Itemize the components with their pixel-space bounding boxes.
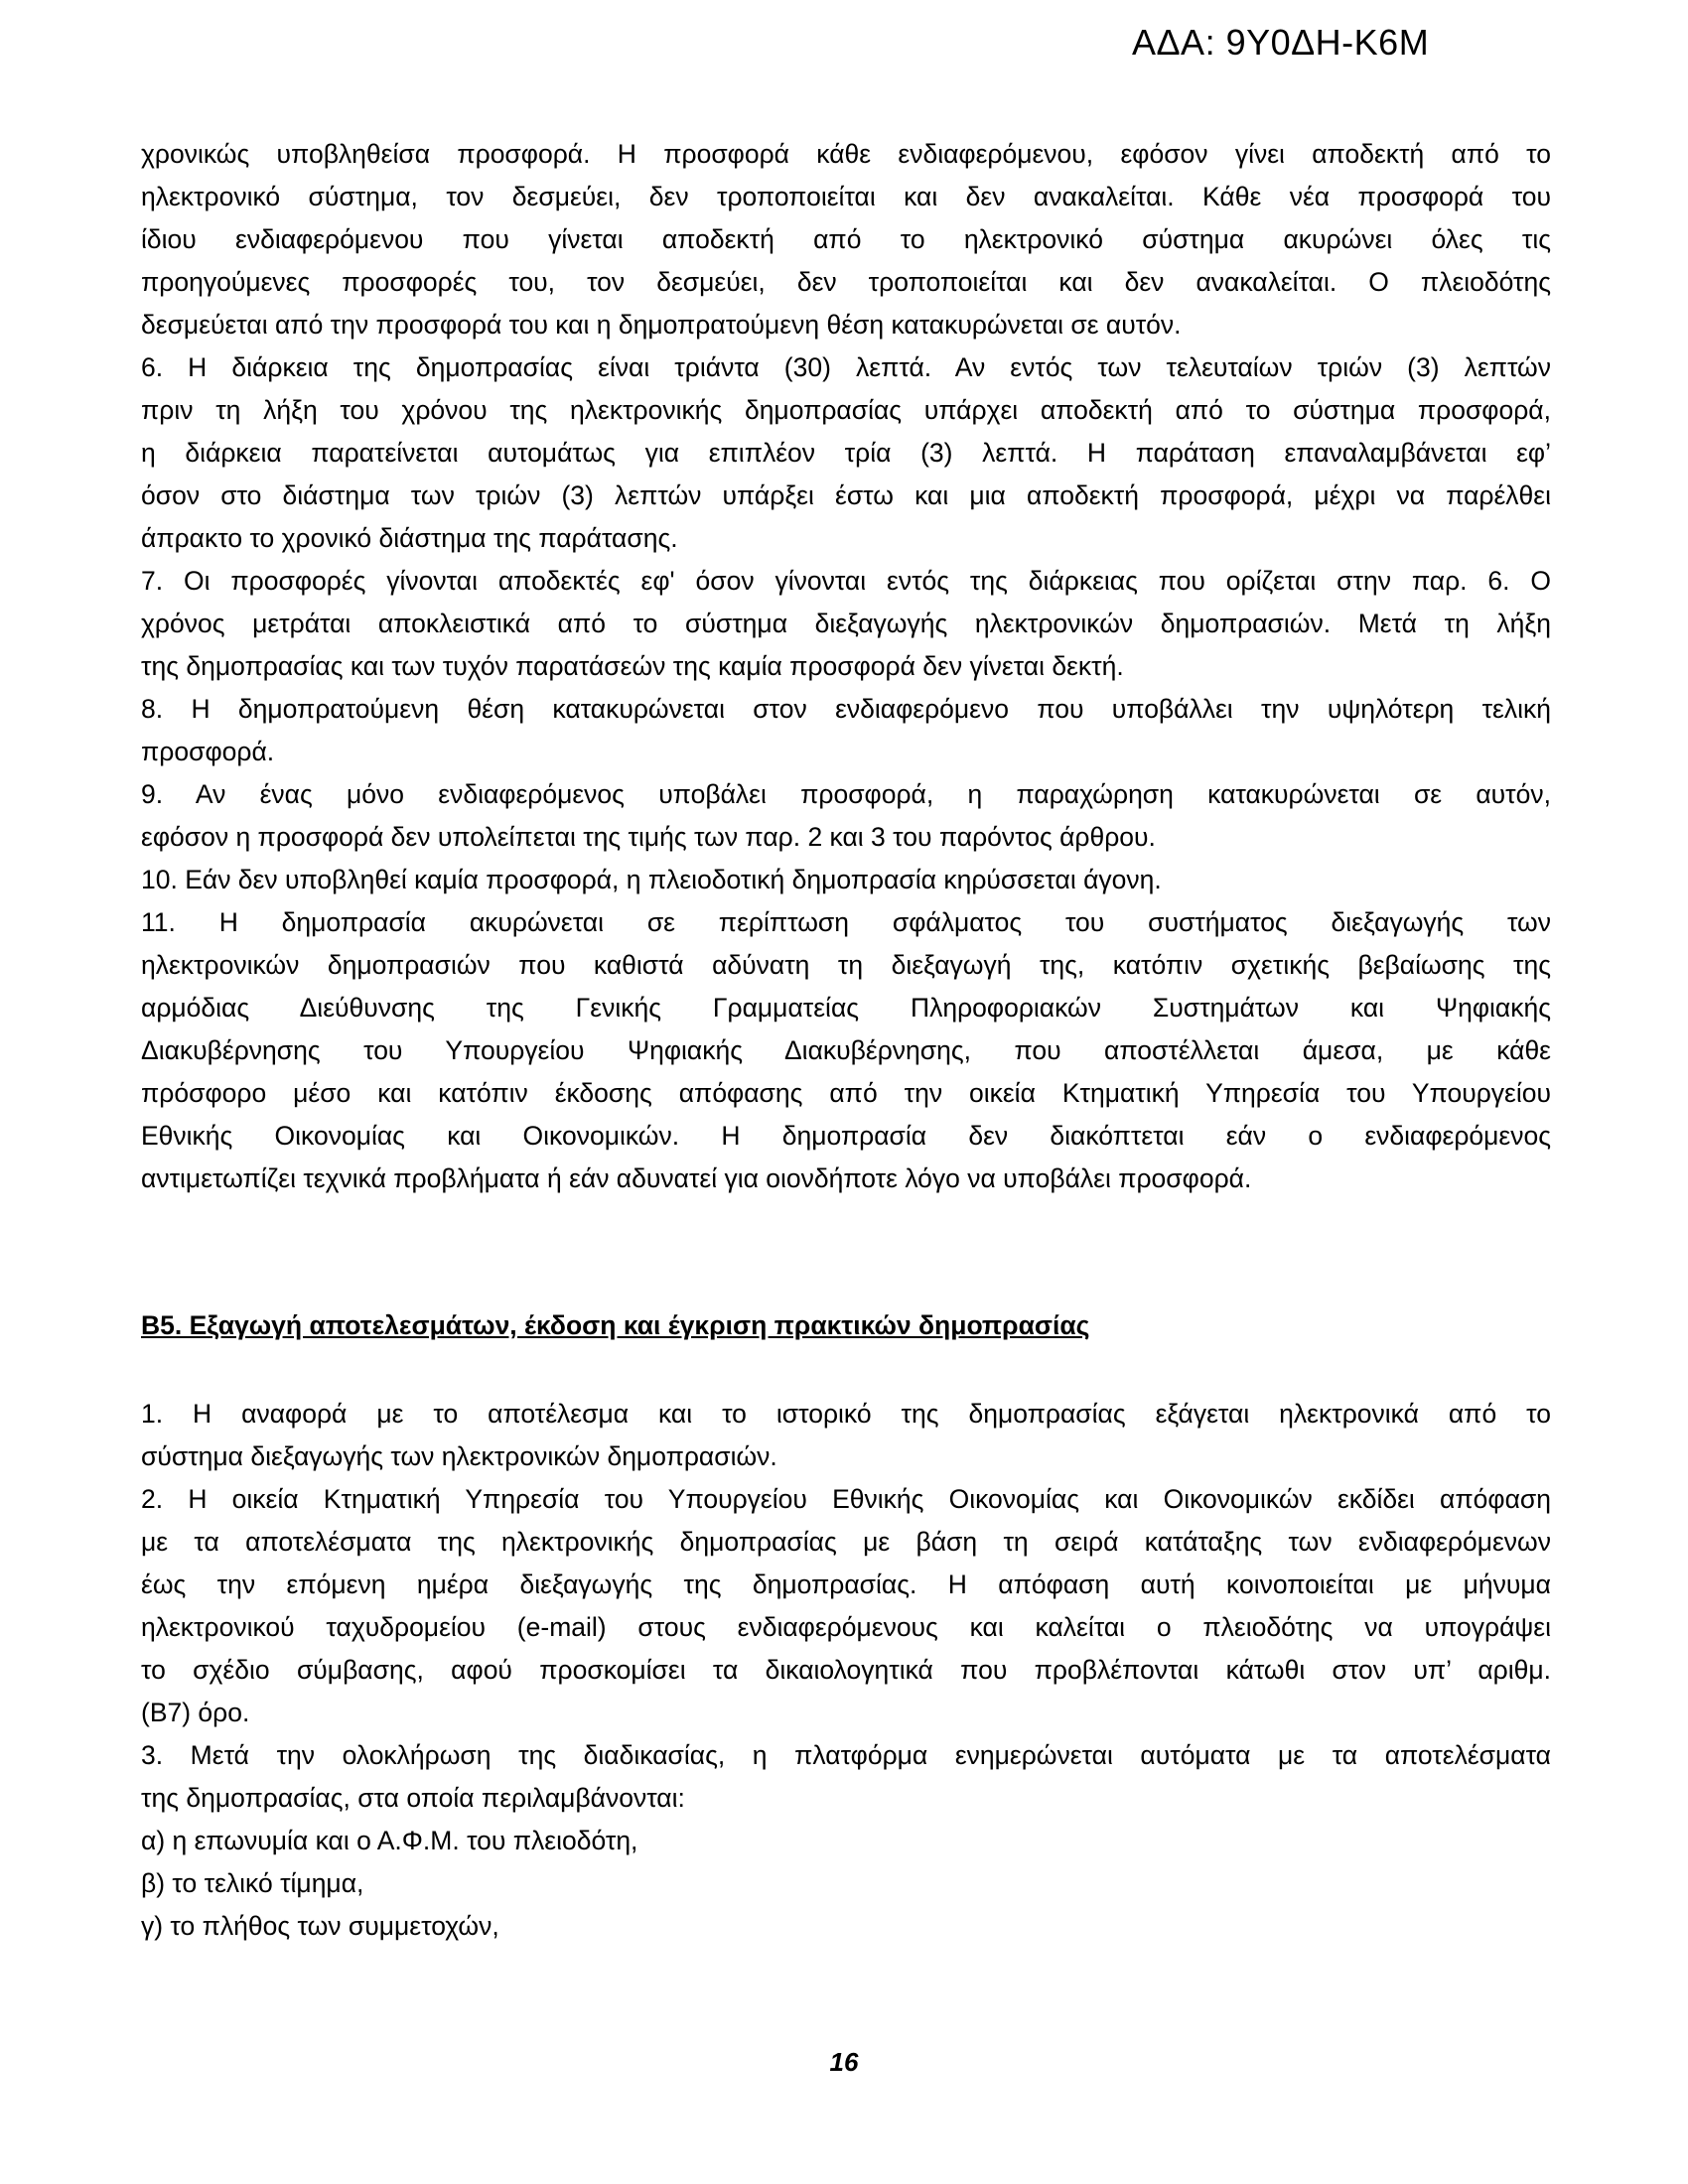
text-line: γ) το πλήθος των συμμετοχών, <box>141 1911 499 1941</box>
vertical-space <box>141 1347 1551 1393</box>
text-line: Διακυβέρνησης του Υπουργείου Ψηφιακής Διακυβέρνησης, που αποστέλλεται άμεσα, με κάθε <box>141 1035 1551 1065</box>
text-line: 11. Η δημοπρασία ακυρώνεται σε περίπτωση σφάλματος του συστήματος διεξαγωγής των <box>141 907 1551 937</box>
paragraph-7 <box>141 560 1551 688</box>
text-line: 9. Αν ένας μόνο ενδιαφερόμενος υποβάλει προσφορά, η παραχώρηση κατακυρώνεται σε αυτόν, <box>141 779 1551 809</box>
text-line: προηγούμενες προσφορές του, τον δεσμεύει, δεν τροποποιείται και δεν ανακαλείται. Ο πλειοδότης <box>141 267 1551 297</box>
text-line: προσφορά. <box>141 737 275 766</box>
text-line: αντιμετωπίζει τεχνικά προβλήματα ή εάν αδυνατεί για οιονδήποτε λόγο να υποβάλει προσφορά. <box>141 1163 1252 1193</box>
text-line: (Β7) όρο. <box>141 1698 250 1727</box>
text-line: Εθνικής Οικονομίας και Οικονομικών. Η δημοπρασία δεν διακόπτεται εάν ο ενδιαφερόμενος <box>141 1121 1551 1151</box>
text-line: ηλεκτρονικό σύστημα, τον δεσμεύει, δεν τροποποιείται και δεν ανακαλείται. Κάθε νέα προσφορά του <box>141 182 1551 211</box>
text-line: 8. Η δημοπρατούμενη θέση κατακυρώνεται στον ενδιαφερόμενο που υποβάλλει την υψηλότερη τελική <box>141 694 1551 724</box>
text-line: της δημοπρασίας, στα οποία περιλαμβάνονται: <box>141 1783 685 1813</box>
text-line: 6. Η διάρκεια της δημοπρασίας είναι τριάντα (30) λεπτά. Αν εντός των τελευταίων τριών (3) λεπτών <box>141 352 1551 382</box>
paragraph-11 <box>141 901 1551 1200</box>
text-line: σύστημα διεξαγωγής των ηλεκτρονικών δημοπρασιών. <box>141 1441 777 1471</box>
text-line: 10. Εάν δεν υποβληθεί καμία προσφορά, η πλειοδοτική δημοπρασία κηρύσσεται άγονη. <box>141 865 1162 894</box>
text-line: πρόσφορο μέσο και κατόπιν έκδοσης απόφασης από την οικεία Κτηματική Υπηρεσία του Υπουργείου <box>141 1078 1551 1108</box>
text-line: 7. Οι προσφορές γίνονται αποδεκτές εφ' όσον γίνονται εντός της διάρκειας που ορίζεται στην παρ. 6. Ο <box>141 566 1551 596</box>
text-line: α) η επωνυμία και ο Α.Φ.Μ. του πλειοδότη, <box>141 1826 638 1855</box>
paragraph-8 <box>141 688 1551 773</box>
paragraph-b5-2 <box>141 1478 1551 1734</box>
text-line: με τα αποτελέσματα της ηλεκτρονικής δημοπρασίας με βάση τη σειρά κατάταξης των ενδιαφερόμενων <box>141 1527 1551 1557</box>
page-number: 16 <box>829 2047 859 2077</box>
list-item-a <box>141 1820 1551 1862</box>
text-line: η διάρκεια παρατείνεται αυτομάτως για επιπλέον τρία (3) λεπτά. Η παράταση επαναλαμβάνεται εφ’ <box>141 438 1551 468</box>
text-line: ηλεκτρονικών δημοπρασιών που καθιστά αδύνατη τη διεξαγωγή της, κατόπιν σχετικής βεβαίωσης της <box>141 950 1551 980</box>
paragraph-b5-1 <box>141 1393 1551 1478</box>
text-line: εφόσον η προσφορά δεν υπολείπεται της τιμής των παρ. 2 και 3 του παρόντος άρθρου. <box>141 822 1156 852</box>
paragraph-9 <box>141 773 1551 859</box>
document-body <box>141 133 1551 1948</box>
text-line: έως την επόμενη ημέρα διεξαγωγής της δημοπρασίας. Η απόφαση αυτή κοινοποιείται με μήνυμα <box>141 1570 1551 1599</box>
text-line: 2. Η οικεία Κτηματική Υπηρεσία του Υπουργείου Εθνικής Οικονομίας και Οικονομικών εκδίδει απόφαση <box>141 1484 1551 1514</box>
text-line: β) το τελικό τίμημα, <box>141 1868 364 1898</box>
vertical-space <box>141 1200 1551 1304</box>
paragraph-6 <box>141 346 1551 560</box>
paragraph-10 <box>141 859 1551 901</box>
section-heading-b5: Β5. Εξαγωγή αποτελεσμάτων, έκδοση και έγκριση πρακτικών δημοπρασίας <box>141 1310 1090 1340</box>
text-line: χρόνος μετράται αποκλειστικά από το σύστημα διεξαγωγής ηλεκτρονικών δημοπρασιών. Μετά τη λήξη <box>141 609 1551 638</box>
text-line: αρμόδιας Διεύθυνσης της Γενικής Γραμματείας Πληροφοριακών Συστημάτων και Ψηφιακής <box>141 993 1551 1023</box>
text-line: της δημοπρασίας και των τυχόν παρατάσεών της καμία προσφορά δεν γίνεται δεκτή. <box>141 651 1124 681</box>
text-line: ίδιου ενδιαφερόμενου που γίνεται αποδεκτή από το ηλεκτρονικό σύστημα ακυρώνει όλες τις <box>141 224 1551 254</box>
ada-code-label: ΑΔΑ: 9Υ0ΔΗ-Κ6Μ <box>1132 22 1430 63</box>
paragraph-5-continuation <box>141 133 1551 346</box>
list-item-b <box>141 1862 1551 1905</box>
text-line: το σχέδιο σύμβασης, αφού προσκομίσει τα δικαιολογητικά που προβλέπονται κάτωθι στον υπ’ αριθμ. <box>141 1655 1551 1685</box>
text-line: πριν τη λήξη του χρόνου της ηλεκτρονικής δημοπρασίας υπάρχει αποδεκτή από το σύστημα προσφορά, <box>141 395 1551 425</box>
paragraph-b5-3 <box>141 1734 1551 1820</box>
list-item-c <box>141 1905 1551 1948</box>
text-line: ηλεκτρονικού ταχυδρομείου (e-mail) στους ενδιαφερόμενους και καλείται ο πλειοδότης να υπογράψει <box>141 1612 1551 1642</box>
text-line: δεσμεύεται από την προσφορά του και η δημοπρατούμενη θέση κατακυρώνεται σε αυτόν. <box>141 310 1182 340</box>
text-line: άπρακτο το χρονικό διάστημα της παράτασης. <box>141 523 678 553</box>
text-line: όσον στο διάστημα των τριών (3) λεπτών υπάρξει έστω και μια αποδεκτή προσφορά, μέχρι να παρέλθει <box>141 480 1551 510</box>
text-line: 1. Η αναφορά με το αποτέλεσμα και το ιστορικό της δημοπρασίας εξάγεται ηλεκτρονικά από το <box>141 1399 1551 1429</box>
text-line: χρονικώς υποβληθείσα προσφορά. Η προσφορά κάθε ενδιαφερόμενου, εφόσον γίνει αποδεκτή από το <box>141 139 1551 169</box>
text-line: 3. Μετά την ολοκλήρωση της διαδικασίας, η πλατφόρμα ενημερώνεται αυτόματα με τα αποτελέσματα <box>141 1740 1551 1770</box>
